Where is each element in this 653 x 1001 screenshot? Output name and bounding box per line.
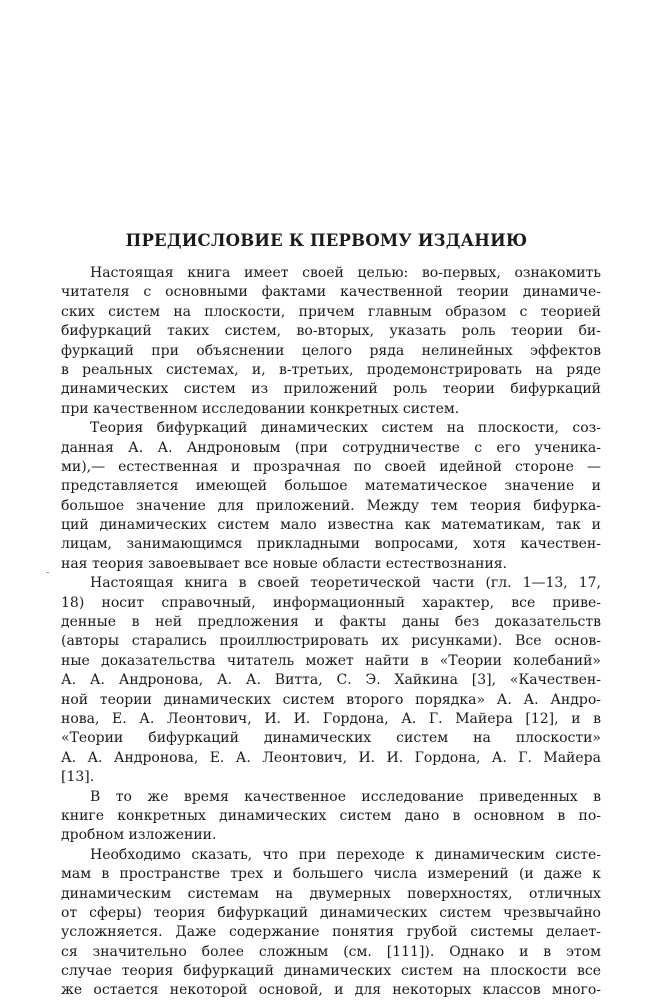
text-line: фуркаций при объяснении целого ряда нелинейных эффектов (61, 342, 601, 359)
text-line: при качественном исследовании конкретных систем. (61, 400, 460, 417)
text-line: нова, Е. А. Леонтович, И. И. Гордона, А. Г. Майера [12], и в (61, 710, 601, 727)
text-line: большое значение для приложений. Между тем теория бифурка- (61, 497, 601, 514)
paragraph (61, 419, 601, 574)
text-line: 18) носит справочный, информационный характер, все приве- (61, 594, 601, 611)
text-line: бифуркаций таких систем, во-вторых, указать роль теории би- (61, 323, 601, 340)
text-line: «Теории бифуркаций динамических систем на плоскости» (61, 730, 601, 747)
page-title: ПРЕДИСЛОВИЕ К ПЕРВОМУ ИЗДАНИЮ (125, 231, 528, 250)
text-line: ций динамических систем мало известна как математикам, так и (61, 517, 601, 534)
text-line: Настоящая книга в своей теоретической части (гл. 1—13, 17, (90, 575, 601, 592)
text-line: А. А. Андронова, А. А. Витта, С. Э. Хайкина [3], «Качествен- (61, 672, 601, 689)
text-line: книге конкретных динамических систем дано в основном в по- (61, 807, 601, 824)
text-line: ся значительно более сложным (см. [111]). Однако и в этом (61, 943, 601, 960)
paragraph (61, 788, 601, 846)
text-line: ских систем на плоскости, причем главным образом с теорией (61, 303, 601, 320)
text-line: данная А. А. Андроновым (при сотрудничестве с его ученика- (61, 439, 601, 456)
paragraph (61, 264, 601, 419)
text-line: Теория бифуркаций динамических систем на плоскости, соз- (90, 420, 601, 437)
text-line: читателя с основными фактами качественной теории динамиче- (61, 284, 601, 301)
text-line: Настоящая книга имеет своей целью: во-первых, ознакомить (90, 265, 601, 281)
text-line: от сферы) теория бифуркаций динамических систем чрезвычайно (61, 904, 601, 921)
text-line: ной теории динамических систем второго порядка» А. А. Андро- (61, 691, 601, 708)
text-line: же остается некоторой основой, и для некоторых классов много- (61, 982, 601, 999)
text-line: ные доказательства читатель может найти в «Теории колебаний» (61, 652, 601, 669)
paragraph (61, 574, 601, 787)
paragraph (61, 846, 601, 1001)
text-line: В то же время качественное исследование приведенных в (90, 788, 601, 805)
text-line: денные в ней предложения и факты даны без доказательств (61, 614, 601, 631)
text-line: усложняется. Даже содержание понятия грубой системы делает- (61, 924, 601, 941)
text-line: мам в пространстве трех и большего числа измерений (и даже к (61, 866, 601, 883)
text-line: ная теория завоевывает все новые области естествознания. (61, 555, 508, 572)
text-line: Необходимо сказать, что при переходе к динамическим систе- (90, 846, 601, 863)
text-line: лицам, занимающимся прикладными вопросами, хотя качествен- (61, 536, 601, 553)
text-line: представляется имеющей большое математическое значение и (61, 478, 601, 495)
text-line: А. А. Андронова, Е. А. Леонтович, И. И. Гордона, А. Г. Майера (61, 749, 601, 766)
text-line: в реальных системах, и, в-третьих, продемонстрировать на ряде (61, 361, 601, 378)
text-line: случае теория бифуркаций динамических систем на плоскости все (61, 963, 601, 980)
margin-mark (46, 572, 49, 573)
text-line: ми),— естественная и прозрачная по своей идейной стороне — (61, 458, 601, 475)
text-line: динамических систем из приложений роль теории бифуркаций (61, 381, 601, 398)
text-line: динамическим системам на двумерных поверхностях, отличных (61, 885, 601, 902)
body-text (61, 264, 601, 1001)
text-line: [13]. (61, 769, 95, 786)
text-line: дробном изложении. (61, 827, 217, 844)
text-line: (авторы старались проиллюстрировать их рисунками). Все основ- (61, 633, 601, 650)
